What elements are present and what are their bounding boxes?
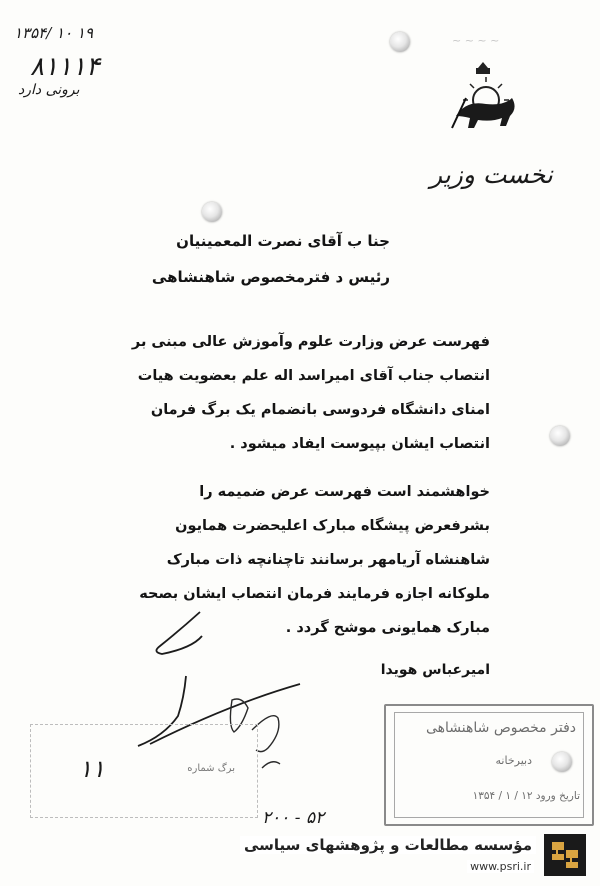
handwritten-note: برونی دارد (18, 82, 80, 98)
institute-name: مؤسسه مطالعات و پژوهشهای سیاسی (240, 836, 536, 854)
paragraph-2-line: ملوکانه اجازه فرمایند فرمان انتصاب ایشان بصحه (139, 586, 490, 602)
prime-minister-office-title: نخست وزیر (430, 160, 553, 189)
paragraph-2-line: بشرفعرض پیشگاه مبارک اعلیحضرت همایون (175, 518, 490, 534)
signer-name: امیرعباس هویدا (380, 662, 490, 678)
stamp-receipt-date: تاریخ ورود ۱۲ / ۱ / ۱۳۵۴ (472, 790, 580, 802)
paragraph-2-line: خواهشمند است فهرست عرض ضمیمه را (199, 484, 490, 500)
paragraph-2-line: شاهنشاه آریامهر برسانند تاچنانچه ذات مبارک (166, 552, 490, 568)
bottom-file-number: ۲۰۰ - ۵۲ (262, 808, 325, 828)
paragraph-2-line: مبارک همایونی موشح گردد . (285, 620, 490, 636)
sheet-number-value: ۱۱ (79, 755, 105, 783)
addressee-line-2: رئیس د فترمخصوص شاهنشاهی (151, 268, 390, 286)
sheet-number-label: برگ شماره (187, 763, 235, 774)
handwritten-date-marks: ۱۳۵۴/ ۱۰ ۱۹ (14, 24, 94, 42)
handwritten-reference-number: ۸۱۱۱۴ (30, 52, 100, 82)
paragraph-1-line: امنای دانشگاه فردوسی بانضمام یک برگ فرمان (150, 402, 490, 418)
paragraph-1-line: فهرست عرض وزارت علوم وآموزش عالی مبنی بر (131, 334, 490, 350)
faint-trace-text: ~ ~ ~ ~ (452, 34, 500, 47)
institute-logo-icon (544, 834, 586, 876)
addressee-line-1: جنا ب آقای نصرت المعمینیان (176, 232, 390, 250)
received-stamp (384, 704, 594, 826)
paragraph-1-line: انتصاب جناب آقای امیراسد اله علم بعضویت هیات (137, 368, 490, 384)
stamp-secretariat: دبیرخانه (495, 754, 532, 767)
sheet-number-box (30, 724, 258, 818)
institute-url[interactable]: www.psri.ir (467, 860, 534, 873)
institute-watermark (0, 826, 600, 886)
paragraph-1-line: انتصاب ایشان بپیوست ایفاد میشود . (229, 436, 490, 452)
stamp-office-name: دفتر مخصوص شاهنشاهی (425, 720, 576, 736)
